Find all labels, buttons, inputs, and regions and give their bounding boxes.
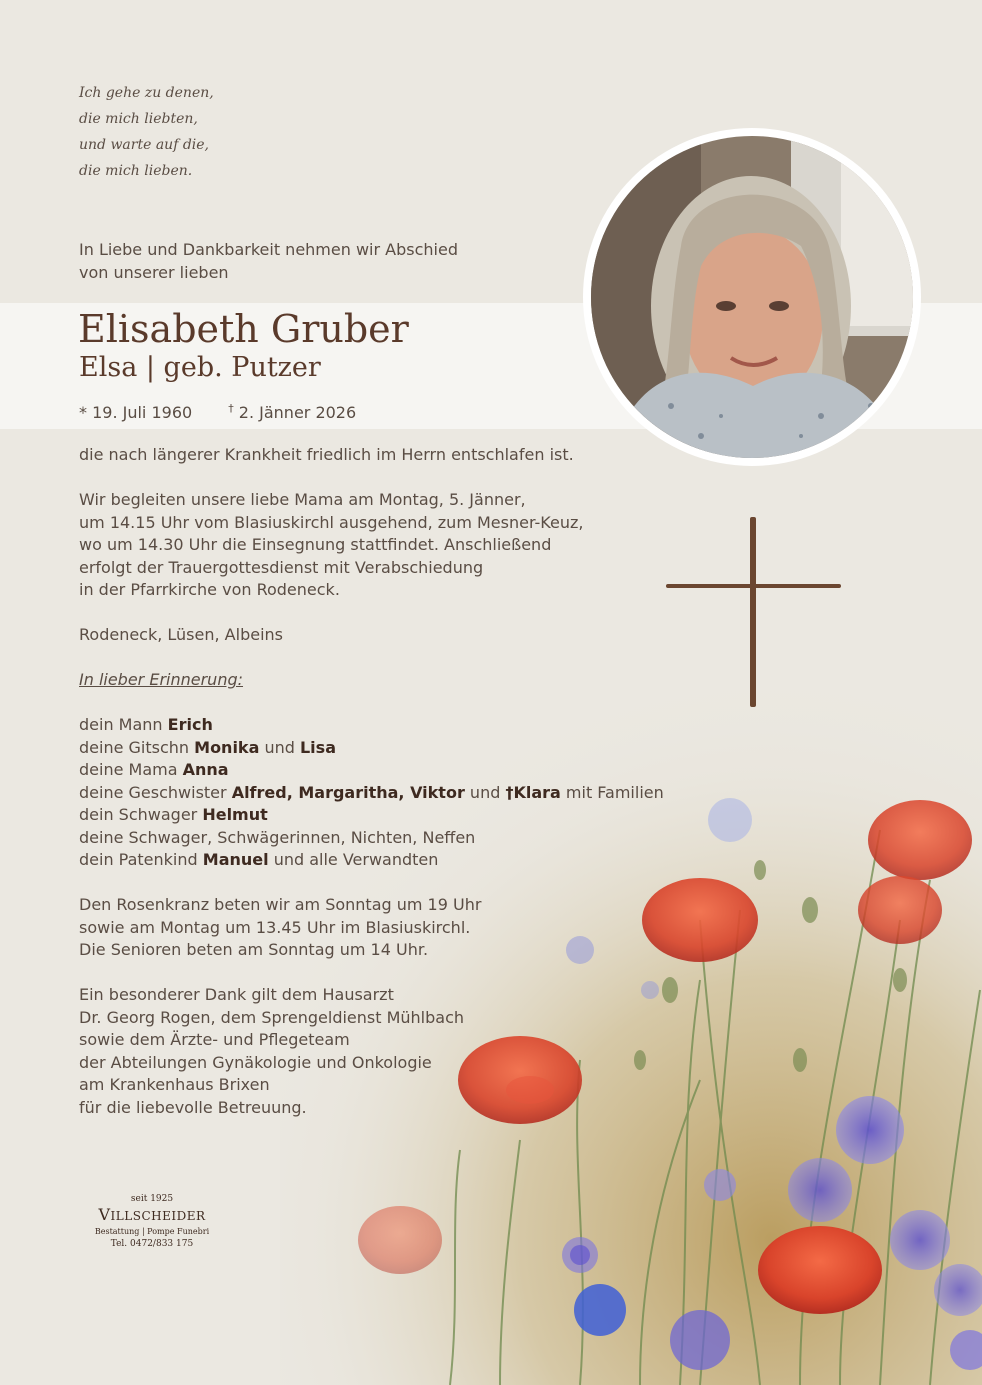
- funeral-line: in der Pfarrkirche von Rodeneck.: [79, 580, 340, 599]
- funeral-line: Wir begleiten unsere liebe Mama am Montag, 5. Jänner,: [79, 490, 526, 509]
- deceased-name: Elisabeth Gruber: [78, 307, 409, 351]
- birth-date-value: 19. Juli 1960: [92, 403, 193, 423]
- mourner-suffix: und alle Verwandten: [268, 850, 439, 869]
- passing-text: die nach längerer Krankheit friedlich im Herrn entschlafen ist.: [79, 445, 574, 464]
- funeral-home-logo: [79, 1194, 225, 1251]
- poem: [79, 80, 214, 184]
- cross-icon: [750, 517, 756, 707]
- mourner-relation: deine Mama: [79, 760, 183, 779]
- thanks-line: der Abteilungen Gynäkologie und Onkologie: [79, 1052, 432, 1072]
- life-dates: [79, 402, 356, 422]
- funeral-line: wo um 14.30 Uhr die Einsegnung stattfindet. Anschließend: [79, 535, 552, 554]
- mourner-relation: deine Geschwister: [79, 782, 232, 802]
- places-text: Rodeneck, Lüsen, Albeins: [79, 625, 283, 644]
- logo-phone: Tel. 0472/833 175: [110, 1239, 194, 1249]
- logo-since: seit 1925: [130, 1194, 174, 1204]
- funeral-line: um 14.15 Uhr vom Blasiuskirchl ausgehend, zum Mesner-Keuz,: [79, 512, 584, 532]
- mourner-line: [79, 737, 669, 760]
- thanks-line: Ein besonderer Dank gilt dem Hausarzt: [79, 985, 394, 1004]
- rosary-line: sowie am Montag um 13.45 Uhr im Blasiuskirchl.: [79, 917, 471, 937]
- mourner-name: †Klara: [505, 782, 561, 802]
- mourner-connector: und: [259, 737, 300, 757]
- mourner-line: [79, 804, 669, 827]
- mourner-connector: und: [464, 782, 506, 802]
- mourner-suffix: mit Familien: [560, 782, 664, 802]
- mourner-name: Erich: [167, 715, 213, 734]
- mourner-name: Manuel: [202, 850, 269, 869]
- mourner-line: deine Schwager, Schwägerinnen, Nichten, Neffen: [79, 827, 476, 847]
- death-date-value: 2. Jänner 2026: [238, 403, 357, 423]
- rosary-line: Den Rosenkranz beten wir am Sonntag um 19 Uhr: [79, 895, 482, 914]
- death-date: [228, 402, 356, 422]
- poem-line: die mich lieben.: [79, 163, 193, 179]
- intro-text: [79, 238, 458, 284]
- logo-brand-rest: ILLSCHEIDER: [110, 1209, 206, 1223]
- mourner-line: [79, 782, 669, 805]
- memory-heading: In lieber Erinnerung:: [79, 670, 244, 689]
- rosary-line: Die Senioren beten am Sonntag um 14 Uhr.: [79, 940, 429, 959]
- mourner-line: [79, 714, 669, 737]
- cross-icon-bar: [666, 584, 841, 588]
- mourner-name: Alfred, Margaritha, Viktor: [231, 782, 465, 802]
- mourner-name: Helmut: [202, 805, 268, 824]
- mourner-line: [79, 759, 669, 782]
- death-symbol: †: [228, 402, 234, 415]
- intro-line: von unserer lieben: [79, 263, 229, 282]
- thanks-line: sowie dem Ärzte- und Pflegeteam: [79, 1030, 350, 1049]
- portrait-photo: [591, 136, 913, 458]
- birth-symbol: *: [79, 403, 87, 423]
- mourner-relation: dein Schwager: [79, 805, 203, 824]
- mourner-relation: deine Gitschn: [79, 737, 195, 757]
- mourner-name: Monika: [194, 737, 260, 757]
- thanks-line: am Krankenhaus Brixen: [79, 1075, 270, 1094]
- poem-line: Ich gehe zu denen,: [79, 85, 214, 101]
- logo-brand-initial: V: [98, 1205, 111, 1224]
- mourner-relation: dein Patenkind: [79, 850, 203, 869]
- logo-brand: [79, 1205, 225, 1226]
- intro-line: In Liebe und Dankbarkeit nehmen wir Abschied: [79, 240, 458, 259]
- mourner-line: [79, 849, 669, 872]
- mourner-name: Anna: [182, 760, 229, 779]
- deceased-subname: Elsa | geb. Putzer: [79, 352, 321, 383]
- birth-date: [79, 403, 192, 422]
- obituary-body: [79, 444, 669, 1119]
- funeral-line: erfolgt der Trauergottesdienst mit Verabschiedung: [79, 557, 484, 577]
- logo-subtitle: Bestattung | Pompe Funebri: [94, 1227, 210, 1236]
- poem-line: die mich liebten,: [79, 111, 198, 127]
- thanks-line: Dr. Georg Rogen, dem Sprengeldienst Mühlbach: [79, 1007, 465, 1027]
- poem-line: und warte auf die,: [79, 137, 209, 153]
- mourner-relation: dein Mann: [79, 715, 168, 734]
- thanks-line: für die liebevolle Betreuung.: [79, 1097, 307, 1117]
- mourner-name: Lisa: [299, 737, 336, 757]
